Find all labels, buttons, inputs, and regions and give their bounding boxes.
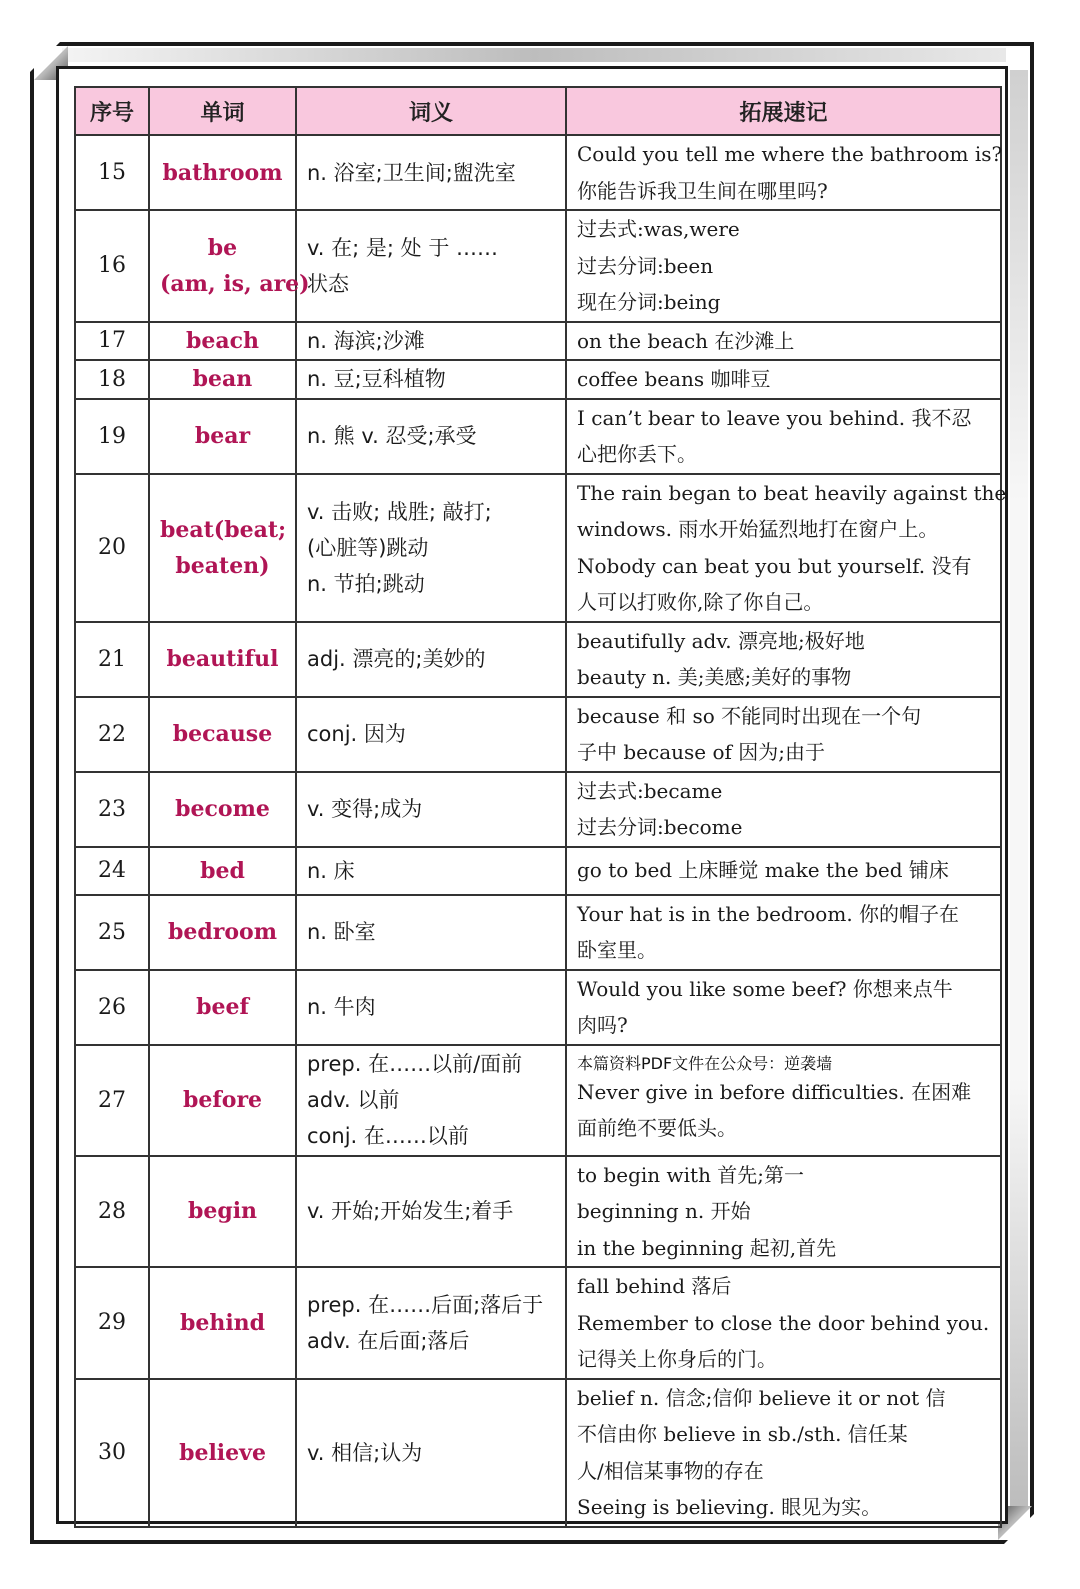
word-meaning <box>296 970 566 1045</box>
meaning-line: adv. 在后面;落后 <box>307 1328 470 1353</box>
row-number: 29 <box>75 1267 149 1379</box>
note-line: beautifully adv. 漂亮地;极好地 <box>577 628 865 653</box>
row-number: 24 <box>75 847 149 895</box>
word-line: beef <box>196 994 249 1020</box>
word-line: beautiful <box>166 646 279 672</box>
vocab-word <box>149 772 296 847</box>
note-line: 不信由你 believe in sb./sth. 信任某 <box>577 1422 908 1446</box>
note-line: 记得关上你身后的门。 <box>577 1347 777 1371</box>
note-line: 肉吗? <box>577 1013 628 1037</box>
table-row <box>75 1267 1001 1379</box>
word-line: believe <box>179 1439 266 1466</box>
meaning-line: conj. 在……以前 <box>307 1124 469 1148</box>
word-line: begin <box>187 1198 258 1225</box>
row-number: 18 <box>75 360 149 399</box>
top-shade-bar <box>62 48 1006 62</box>
word-notes <box>566 360 1001 399</box>
word-meaning <box>296 322 566 361</box>
note-line: in the beginning 起初,首先 <box>577 1235 837 1260</box>
word-meaning <box>296 1156 566 1268</box>
meaning-line: n. 牛肉 <box>307 995 376 1019</box>
word-notes <box>566 135 1001 210</box>
meaning-line: adv. 以前 <box>307 1088 400 1112</box>
table-row <box>75 847 1001 895</box>
table-row <box>75 895 1001 970</box>
vocab-word <box>149 970 296 1045</box>
row-number: 25 <box>75 895 149 970</box>
word-meaning <box>296 210 566 322</box>
word-line: become <box>175 796 270 822</box>
vocab-word <box>149 1045 296 1156</box>
note-line: coffee beans 咖啡豆 <box>577 367 771 391</box>
note-line: Seeing is believing. 眼见为实。 <box>577 1495 882 1519</box>
row-number: 21 <box>75 622 149 697</box>
vocab-word <box>149 1379 296 1527</box>
word-line: bed <box>200 857 245 884</box>
note-line: Never give in before difficulties. 在困难 <box>577 1079 972 1104</box>
word-line: bean <box>192 366 253 393</box>
word-notes <box>566 895 1001 970</box>
word-meaning <box>296 135 566 210</box>
note-line: beginning n. 开始 <box>577 1199 751 1223</box>
vocab-word <box>149 895 296 970</box>
vocab-word <box>149 135 296 210</box>
vocab-word <box>149 474 296 622</box>
row-number: 22 <box>75 697 149 772</box>
word-meaning <box>296 474 566 622</box>
meaning-line: 状态 <box>307 271 349 296</box>
word-line: because <box>172 721 273 747</box>
meaning-line: n. 熊 v. 忍受;承受 <box>307 424 477 448</box>
word-meaning <box>296 399 566 474</box>
meaning-line: prep. 在……以前/面前 <box>307 1052 523 1076</box>
meaning-line: v. 在; 是; 处 于 …… <box>307 235 498 260</box>
word-meaning <box>296 1267 566 1379</box>
table-row <box>75 474 1001 622</box>
row-number: 30 <box>75 1379 149 1527</box>
note-line: 过去分词:become <box>577 815 743 839</box>
table-row <box>75 1045 1001 1156</box>
header-num: 序号 <box>75 87 149 135</box>
word-notes <box>566 847 1001 895</box>
meaning-line: adj. 漂亮的;美妙的 <box>307 647 486 671</box>
note-line: Your hat is in the bedroom. 你的帽子在 <box>577 901 960 926</box>
meaning-line: (心脏等)跳动 <box>307 535 429 560</box>
note-line: to begin with 首先;第一 <box>577 1162 805 1187</box>
table-row <box>75 322 1001 361</box>
word-notes <box>566 1379 1001 1527</box>
row-number: 17 <box>75 322 149 361</box>
source-note: 本篇资料PDF文件在公众号：逆袭墙 <box>577 1053 833 1073</box>
header-word: 单词 <box>149 87 296 135</box>
note-line: 面前绝不要低头。 <box>577 1116 737 1140</box>
word-line: bedroom <box>168 919 277 945</box>
vocab-word <box>149 697 296 772</box>
table-body <box>75 135 1007 1527</box>
meaning-line: v. 击败; 战胜; 敲打; <box>307 499 492 524</box>
note-line: 人可以打败你,除了你自己。 <box>577 590 824 614</box>
table-row <box>75 970 1001 1045</box>
meaning-line: v. 变得;成为 <box>307 797 423 821</box>
row-number: 28 <box>75 1156 149 1268</box>
word-notes <box>566 1267 1001 1379</box>
word-meaning <box>296 1045 566 1156</box>
word-notes <box>566 1045 1001 1156</box>
meaning-line: n. 豆;豆科植物 <box>307 367 446 392</box>
word-meaning <box>296 622 566 697</box>
meaning-line: n. 卧室 <box>307 920 376 944</box>
table-row <box>75 772 1001 847</box>
vocab-word <box>149 322 296 361</box>
note-line: 子中 because of 因为;由于 <box>577 740 825 764</box>
note-line: on the beach 在沙滩上 <box>577 328 795 353</box>
meaning-line: n. 床 <box>307 858 355 883</box>
word-line: beaten) <box>175 552 270 579</box>
note-line: 过去式:was,were <box>577 217 740 241</box>
word-notes <box>566 322 1001 361</box>
note-line: 卧室里。 <box>577 938 657 962</box>
word-meaning <box>296 895 566 970</box>
row-number: 19 <box>75 399 149 474</box>
table-row <box>75 360 1001 399</box>
word-meaning <box>296 847 566 895</box>
vocab-word <box>149 360 296 399</box>
meaning-line: conj. 因为 <box>307 722 406 746</box>
note-line: go to bed 上床睡觉 make the bed 铺床 <box>577 858 949 883</box>
note-line: Remember to close the door behind you. <box>577 1310 990 1335</box>
word-meaning <box>296 360 566 399</box>
vocab-word <box>149 847 296 895</box>
word-notes <box>566 697 1001 772</box>
table-row <box>75 1379 1001 1527</box>
word-line: beach <box>185 327 260 354</box>
row-number: 20 <box>75 474 149 622</box>
row-number: 16 <box>75 210 149 322</box>
word-notes <box>566 1156 1001 1268</box>
word-line: bathroom <box>162 159 283 186</box>
word-meaning <box>296 1379 566 1527</box>
word-notes <box>566 399 1001 474</box>
word-line: before <box>182 1087 263 1113</box>
note-line: fall behind 落后 <box>577 1274 732 1298</box>
meaning-line: n. 节拍;跳动 <box>307 571 425 596</box>
row-number: 26 <box>75 970 149 1045</box>
word-line: be <box>207 234 238 261</box>
word-line: bear <box>194 423 251 449</box>
note-line: 你能告诉我卫生间在哪里吗? <box>577 178 828 203</box>
row-number: 15 <box>75 135 149 210</box>
meaning-line: v. 相信;认为 <box>307 1440 423 1465</box>
note-line: Nobody can beat you but yourself. 没有 <box>577 553 972 578</box>
row-number: 23 <box>75 772 149 847</box>
header-meaning: 词义 <box>296 87 566 135</box>
table-row <box>75 622 1001 697</box>
word-notes <box>566 622 1001 697</box>
note-line: 心把你丢下。 <box>577 442 697 466</box>
table-row <box>75 697 1001 772</box>
note-line: I can’t bear to leave you behind. 我不忍 <box>577 405 972 430</box>
note-line: 人/相信某事物的存在 <box>577 1458 764 1483</box>
vocab-table <box>74 86 1007 1528</box>
table-header-row <box>75 87 1001 135</box>
word-notes <box>566 474 1007 622</box>
table-row <box>75 135 1001 210</box>
note-line: Could you tell me where the bathroom is? <box>577 142 1003 166</box>
word-notes <box>566 970 1001 1045</box>
vocab-word <box>149 622 296 697</box>
word-notes <box>566 210 1001 322</box>
meaning-line: n. 海滨;沙滩 <box>307 328 425 353</box>
meaning-line: n. 浴室;卫生间;盥洗室 <box>307 160 516 185</box>
note-line: belief n. 信念;信仰 believe it or not 信 <box>577 1385 946 1410</box>
note-line: beauty n. 美;美感;美好的事物 <box>577 665 852 689</box>
vocab-word <box>149 399 296 474</box>
word-meaning <box>296 772 566 847</box>
note-line: The rain began to beat heavily against the <box>577 480 1007 505</box>
vocab-word <box>149 1156 296 1268</box>
word-notes <box>566 772 1001 847</box>
word-meaning <box>296 697 566 772</box>
header-notes: 拓展速记 <box>566 87 1001 135</box>
note-line: Would you like some beef? 你想来点牛 <box>577 976 953 1001</box>
table-row <box>75 1156 1001 1268</box>
note-line: windows. 雨水开始猛烈地打在窗户上。 <box>577 517 939 541</box>
vocab-word <box>149 1267 296 1379</box>
meaning-line: v. 开始;开始发生;着手 <box>307 1199 514 1224</box>
meaning-line: prep. 在……后面;落后于 <box>307 1292 544 1317</box>
note-line: 过去分词:been <box>577 253 714 278</box>
vocab-word <box>149 210 310 322</box>
table-row <box>75 210 1001 322</box>
note-line: because 和 so 不能同时出现在一个句 <box>577 703 922 728</box>
table-row <box>75 399 1001 474</box>
word-line: behind <box>179 1309 266 1336</box>
row-number: 27 <box>75 1045 149 1156</box>
note-line: 现在分词:being <box>577 290 721 314</box>
note-line: 过去式:became <box>577 778 723 803</box>
word-line: (am, is, are) <box>160 270 310 297</box>
right-shade-bar <box>1010 70 1028 1510</box>
word-line: beat(beat; <box>160 516 287 543</box>
